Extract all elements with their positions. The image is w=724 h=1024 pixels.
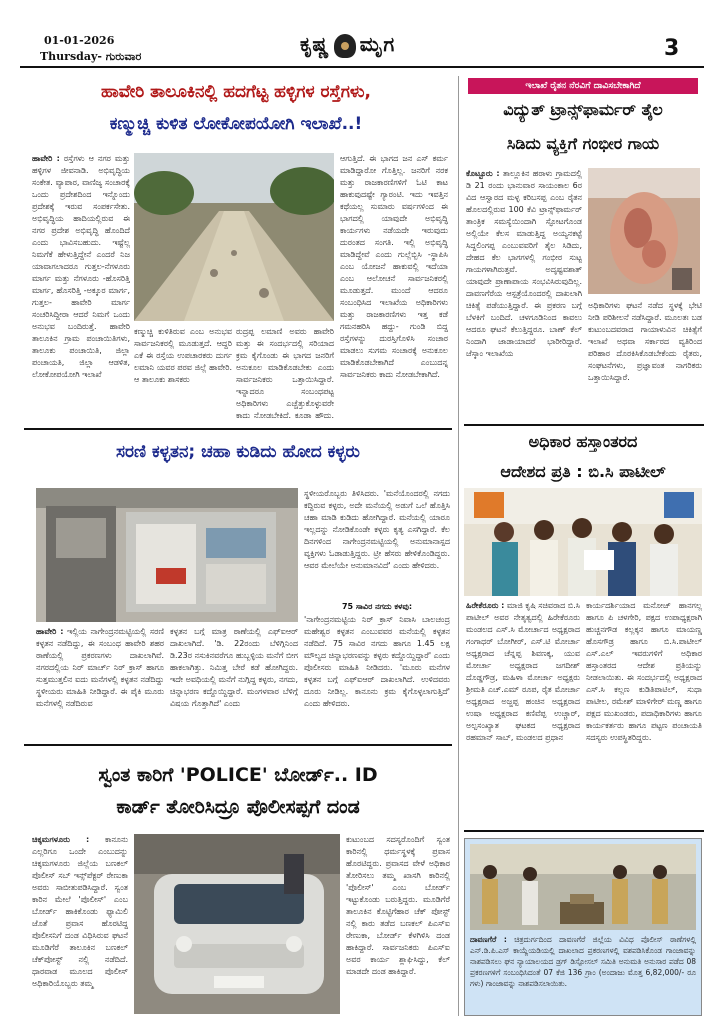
story6-caption: ದಾವಣಗೆರೆ : ಚಿತ್ರದುರ್ಗದಿಂದ ದಾವಣಗೆರೆ ಜಿಲ್ಲೆಯ ವಿವಿಧ ಪೊಲೀಸ್ ಠಾಣೆಗಳಲ್ಲಿ ಎನ್.ಡಿ.ಪಿ.ಎಸ್ ಕಾಯ್ದೆಯಡಿಯಲ್ಲಿ ದಾಖಲಾದ ಪ್ರಕರಣಗಳಲ್ಲಿ ವಶಪಡಿಸಿಕೊಂಡ ಗಾಂಜಾವನ್ನು ನಾಶಪಡಿಸಲು ಘನ ನ್ಯಾಯಾಲಯದ ಡ್ರಗ್ ಡಿಸ್ಪೋಸಲ್ ಸಮಿತಿ ಅನುಮತಿ ಅನುಸಾರ ಪಡೆದ 08 ಪ್ರಕರಣಗಳಿಗೆ ಸಂಬಂಧಿಸಿದಂತೆ 07 ಕೆಜಿ 136 ಗ್ರಾಂ (ಅಂದಾಜು ಮೊತ್ತ 6,82,000/- ರೂ ಗಳು) ಗಾಂಜಾವನ್ನು ನಾಶಪಡಿಸಲಾಯಿತು. xyxy=(470,935,696,988)
story3-dateline: ಚಿಕ್ಕಮಗಳೂರು : xyxy=(32,835,90,844)
story4-column-2: ಅಧಿಕಾರಿಗಳು ಘಟನೆ ನಡೆದ ಸ್ಥಳಕ್ಕೆ ಭೇಟಿ ನೀಡಿ ಪರಿಶೀಲನೆ ನಡೆಸಿದ್ದಾರೆ. ಮೂಲತಃ ಬಡ ಕುಟುಂಬದವರಾದ ಗಾಯಾಳುವಿನ ಚಿಕಿತ್ಸೆಗೆ ಇಲಾಖೆ ಅಥವಾ ಸರ್ಕಾರದ ವ್ಯತಿರಿಂದ ಪರಿಹಾರ ದೊರಕಿಸಿಕೊಡಬೇಕೆಂದು ರೈತರು, ಸಂಘಟನೆಗಳು, ಪ್ರಜ್ಞಾವಂತ ನಾಗರಿಕರು ಒತ್ತಾಯಿಸಿದ್ದಾರೆ. xyxy=(588,301,702,382)
story1-headline-line1: ಹಾವೇರಿ ತಾಲೂಕಿನಲ್ಲಿ ಹದಗೆಟ್ಟ ಹಳ್ಳಿಗಳ ರಸ್ತೆಗಳು, xyxy=(100,82,371,102)
story2-dateline: ಹಾವೇರಿ : xyxy=(36,627,64,636)
story3-headline-line1: ಸ್ವಂತ ಕಾರಿಗೆ 'POLICE' ಬೋರ್ಡ್.. ID xyxy=(98,764,378,786)
story2-photo-cupboard xyxy=(36,488,298,622)
story4-kicker: ಇಲಾಖೆ ರೈತನ ನೆರವಿಗೆ ದಾವಿಸಬೇಕಾಗಿದೆ xyxy=(468,78,698,94)
story4-rule xyxy=(464,424,704,426)
story1-headline-line2: ಕಣ್ಮುಚ್ಚಿ ಕುಳಿತ ಲೋಕೋಪಯೋಗಿ ಇಲಾಖೆ..! xyxy=(109,114,363,134)
story2-rule xyxy=(24,744,452,746)
story2-headline: ಸರಣಿ ಕಳ್ಳತನ; ಚಹಾ ಕುಡಿದು ಹೋದ ಕಳ್ಳರು xyxy=(116,442,360,462)
header-rule xyxy=(20,66,704,68)
issue-date: 01-01-2026 xyxy=(44,34,115,47)
story4-headline-line2: ಸಿಡಿದು ವ್ಯಕ್ತಿಗೆ ಗಂಭೀರ ಗಾಯ xyxy=(506,134,660,153)
story1-column-2: ಕಣ್ಮುಚ್ಚಿ ಕುಳಿತಿರುವ ಎಂಬ ಅನುಭವ ಸಾರ್ವಜನಿಕರಲ್ಲಿ ಮೂಡುತ್ತದೆ. ಆದ್ದರಿ ಎಕೆ ಈ ರಸ್ತೆಯ ಉಪಚಾರಕರು ದುರ್ಗ ಲಮಾನಿ ಯವರ ಪರವ ಜಿಲ್ಲೆ ಹಾವೇರಿ. ಆ ತಾಲೂಕು ಶಾಸಕರು xyxy=(134,327,232,384)
story3-headline-line2: ಕಾರ್ಡ್ ತೋರಿಸಿದ್ರೂ ಪೊಲೀಸಪ್ಪಗೆ ದಂಡ xyxy=(116,796,360,818)
story1-column-4: ಆಗುತ್ತಿದೆ. ಈ ಭಾಗದ ಜನ ಎಸ್ ಕರ್ಮ ಮಾಡಿದ್ದಾರೋ ಗೊತ್ತಿಲ್ಲ. ಜನರಿಗೆ ನರಕ ಮತ್ತು ರಾಜಕಾರಣಿಗಳಿಗೆ ಓಟಿ ಕಾಟ ಹಾಕುವುದಷ್ಟೇ ಗ್ಯಾರಂಟಿ. ಇದು ಇವತ್ತಿನ ಕಥೆಯಲ್ಲ ಸುಮಾರು ವರ್ಷಗಳಿಂದ ಈ ಭಾಗದಲ್ಲಿ ಯಾವುದೇ ಅಭಿವೃದ್ಧಿ ಕಾರ್ಯಗಳು ನಡೆಯದೇ ಇರುವುದು ದುರಂತದ ಸಂಗತಿ. ಇಲ್ಲಿ ಅಭಿವೃದ್ಧಿ ಮಾಡಿದ್ದೇವೆ ಎಂದು ಗುಲ್ಲೆಬ್ಬಿಸಿ -ಸ್ಥಾಪಿಸಿ ಎಂಬ ಯೋಜನೆ ಹಾಕುವಲ್ಲಿ ಇದೆಯಾ ಎಂಬ ಆಲೋಚನೆ ಸಾರ್ವಜನಿಕರಲ್ಲಿ ಮೂಡುತ್ತದೆ. ಮುಂದೆ ಆದರೂ ಸಂಬಂಧಿಸಿದ ಇಲಾಖೆಯ ಅಧಿಕಾರಿಗಳು ಮತ್ತು ರಾಜಕಾರಣಿಗಳು ಇತ್ತ ಕಡೆ ಗಮನಹರಿಸಿ ಹದ್ದು- ಗುಂಡಿ ಬಿದ್ದ ರಸ್ತೆಗಳನ್ನು ದುರಸ್ತಿಗೊಳಿಸಿ ಸಂಚಾರ ಮಾಡಲು ಸುಗಮ ಸಂಚಾರಕ್ಕೆ ಅನುಕೂಲ ಮಾಡಿಕೊಡಬೇಕಾಗಿದೆ ಎಂಬುದನ್ನ ಸಾರ್ವಜನಿಕರು ಕಾದು ನೋಡಬೇಕಾಗಿದೆ. xyxy=(340,154,448,379)
masthead-left: ಕೃಷ್ಣ xyxy=(300,32,330,56)
story1-column-3: ರುದ್ರಪ್ಪ ಲಮಾಣಿ ಅವರು ಹಾವೇರಿ ಮತ್ತು ಈ ಸಂದರ್ಭದಲ್ಲಿ ಸರಿಯಾದ ಕ್ರಮ ಕೈಗೊಂಡು ಈ ಭಾಗದ ಜನರಿಗೆ ಅನುಕೂಲ ಮಾಡಿಕೊಡಬೇಕು ಎಂದು ಸಾರ್ವಜನಿಕರು ಒತ್ತಾಯಿಸಿದ್ದಾರೆ. ಇನ್ನಾದರೂ ಸಂಬಂಧಪಟ್ಟ ಅಧಿಕಾರಿಗಳು ಎಚ್ಚೆತ್ತುಕೊಳ್ಳುವರೇ ಕಾದು ನೋಡಬೇಕಿದೆ. ಕೂಡಾ ಹೌದು. xyxy=(236,327,334,420)
story4-column-1: ಕೊಟ್ಟೂರು : ತಾಲ್ಲೂಕಿನ ಹರಾಳು ಗ್ರಾಮದಲ್ಲಿ ಡಿ 21 ರಂದು ಭಾನುವಾರ ಸಾಯಂಕಾಲ 6ರ ವಿದ ಆಸ್ವಾರದ ಮಳ್ಳ ಕರಿಬಸಪ್ಪ ಎಂಬ ರೈತನ ಹೊಲದಲ್ಲಿರುವ 100 ಕೆವಿ ಟ್ರಾನ್ಸ್‌ಫಾರ್ಮರ್ ತಾಂತ್ರಿಕ ಸಮಸ್ಯೆಯಿಂದಾಗಿ ಸ್ಫೋಟಗೊಂಡ ಅಲ್ಲಿಯೇ ಕೆಲಸ ಮಾಡುತ್ತಿದ್ದ ಅಯ್ಯನಕಟ್ಟೆ ಸಿದ್ದಲಿಂಗಪ್ಪ ಎಂಬುವವರಿಗೆ ತೈಲ ಸಿಡಿದು, ದೇಹದ ಕೆಲ ಭಾಗಗಳಲ್ಲಿ ಗಂಭೀರ ಸುಟ್ಟ ಗಾಯಗಳಾಗಿರುತ್ತವೆ. ಅದೃಷ್ಟವಶಾತ್ ಯಾವುದೇ ಪ್ರಾಣಾಪಾಯ ಸಂಭವಿಸಿರುವುದಿಲ್ಲ. ದಾವಣಗೆರೆಯ ಆಸ್ಪತ್ರೆಯೊಂದರಲ್ಲಿ ದಾಖಲಾಗಿ ಚಿಕಿತ್ಸೆ ಪಡೆಯುತ್ತಿದ್ದಾರೆ. ಈ ಪ್ರಕರಣ ಬಗ್ಗೆ ಬೆಳಕಿಗೆ ಬಂದಿದೆ. ಚಳಗೂಡಿನಿಂದ ಕಾವಲು ಆದರೂ ಘಟನೆ ಕೆಲುತ್ತಿದ್ದರೂ. ಬಾಣ್ ಕೆಲ್ ನಿಂದಾಗಿ ಜಾಡಾಯಾದರೆ ಭಾರೀರಿದ್ದಾರೆ. ಜೆಸ್ಕಾಂ ಇಲಾಖೆಯ xyxy=(466,169,582,358)
story5-column-1: ಹಿರೇಕೆರೂರು : ಮಾಜಿ ಕೃಷಿ ಸಚಿವರಾದ ಬಿ.ಸಿ ಪಾಟೀಲ್ ಅವರ ನೇತೃತ್ವದಲ್ಲಿ ಹಿರೇಕೆರೂರು ಮಂಡಲದ ಎಸ್.ಸಿ ಮೋರ್ಚಾದ ಅಧ್ಯಕ್ಷರಾದ ಗಂಗಾಧರ್ ಬೋಗೀರ್, ಎಸ್.ಟಿ ಮೋರ್ಚಾ ಅಧ್ಯಕ್ಷರಾದ ಚೆನ್ನಪ್ಪ ಶಿವಣಕ್ಕ, ಯುವ ಮೋರ್ಚಾ ಅಧ್ಯಕ್ಷರಾದ ಜಗದೀಶ್ ದೊಡ್ಡಗೌಡ್ರ, ಮಹಿಳಾ ಮೋರ್ಚಾ ಅಧ್ಯಕ್ಷರು ಶ್ರೀಮತಿ ಎಚ್.ಎಮ್ ರೂಪ, ರೈತ ಮೋರ್ಚಾ ಅಧ್ಯಕ್ಷರಾದ ಅಜ್ಜಪ್ಪ ಹಂಚಿನ ಅಧ್ಯಕ್ಷರಾದ ಉಷಾ ಅಧ್ಯಕ್ಷರಾದ ಕಣಿವೆಪ್ಪ ಉಚ್ಚಾರ್, ಅಲ್ಪಸಂಖ್ಯಾತ ಘಟಕದ ಅಧ್ಯಕ್ಷರಾದ ರಹಮಾನ್ ಸಾಬ್, ಮಂಡಲದ ಪ್ರಧಾನ xyxy=(466,601,580,742)
story3-column-2: ಕುಟುಂಬದ ಸದಸ್ಯರೊಂದಿಗೆ ಸ್ವಂತ ಕಾರಿನಲ್ಲಿ ಧರ್ಮಸ್ಥಳಕ್ಕೆ ಪ್ರವಾಸ ಹೊರಟಿದ್ದರು. ಪ್ರವಾಸದ ವೇಳೆ ಅಧಿಕಾರ ತೋರಿಸಲು ತಮ್ಮ ಖಾಸಗಿ ಕಾರಿನಲ್ಲಿ 'ಪೊಲೀಸ್' ಎಂಬ ಬೋರ್ಡ್ ಇಟ್ಟುಕೊಂಡು ಬರುತ್ತಿದ್ದರು. ಮೂಡಿಗೆರೆ ತಾಲೂಕಿನ ಕೊಟ್ಟಿಗೆಹಾರ ಚೆಕ್ ಪೋಸ್ಟ್ ನಲ್ಲಿ ಕಾರು ತಡೆದ ಬಣಕಲ್ ಪಿಎಸ್ಐ ರೇಣುಕಾ, ಬೋರ್ಡ್ ಕೆಳಗಿಳಿಸಿ ದಂಡ ಹಾಕಿದ್ದಾರೆ. ಸಾರ್ವಜನಿಕರು ಪಿಎಸ್ಐ ಅವರ ಕಾರ್ಯ ಶ್ಲಾಘಿಸಿದ್ದು, ಕೆಲ್ ಮಾಡದೇ ದಂಡ ಹಾಕಿದ್ದಾರೆ. xyxy=(346,835,450,976)
story5-photo-group xyxy=(464,488,702,596)
story2-column-3: ಸ್ಥಳೀಯರೊಬ್ಬರು ತಿಳಿಸಿದರು. 'ಮನೆಯೊಂದರಲ್ಲಿ ನಗದು ಕದ್ದಿರುವ ಕಳ್ಳರು, ಅದೇ ಮನೆಯಲ್ಲಿ ಅಡುಗೆ ಒಲೆ ಹೊತ್ತಿಸಿ ಚಹಾ ಮಾಡಿ ಕುಡಿದು ಹೋಗಿದ್ದಾರೆ. ಮನೆಯಲ್ಲಿ ಯಾರೂ ಇಲ್ಲದನ್ನು ನೋಡಿಕೊಂಡೇ ಕಳ್ಳರು ಕೃತ್ಯ ಎಸಗಿದ್ದಾರೆ. ಕೆಲ ದಿನಗಳಿಂದ ನಾಗೇಂದ್ರನಮಟ್ಟಿಯಲ್ಲಿ ಅನುಮಾನಾಸ್ಪದ ವ್ಯಕ್ತಿಗಳು ಓಡಾಡುತ್ತಿದ್ದರು. ಟ್ರೀ ಹೆಸರು ಹೇಳಿಕೊಂಡಿದ್ದರು. ಆವರ ಮೇಲೆಯೇ ಅನುಮಾನವಿದೆ' ಎಂದು ಹೇಳಿದರು. xyxy=(304,489,450,570)
story6-dateline: ದಾವಣಗೆರೆ : xyxy=(470,935,507,944)
story5-dateline: ಹಿರೇಕೆರೂರು : xyxy=(466,601,505,610)
story4-photo-burn xyxy=(588,168,700,294)
story1-dateline: ಹಾವೇರಿ : xyxy=(32,154,60,163)
story5-rule xyxy=(464,830,704,832)
story1-column-1: ಹಾವೇರಿ : ರಸ್ತೆಗಳು ಆ ನಗರ ಮತ್ತು ಹಳ್ಳಿಗಳ ಜೀವನಾಡಿ. ಅಭಿವೃದ್ಧಿಯ ಸಂಕೇತ. ವ್ಯಾಪಾರ, ವಾಣಿಜ್ಯ ಸಂಚಾರಕ್ಕೆ ಒಂದು ಪ್ರದೇಶದಿಂದ ಇನ್ನೊಂದು ಪ್ರದೇಶಕ್ಕೆ ಇರುವ ಸಂಪರ್ಕಸೇತು. ಅಭಿವೃದ್ಧಿಯ ಹಾದಿಯಲ್ಲಿರುವ ಈ ನಗರ ಪ್ರದೇಶ ಅಭಿವೃದ್ಧಿ ಹೊಂದಿದೆ ಎಂದು ಭಾವಿಸಬಹುದು. ಇಷ್ಟೆಲ್ಲ ನಿಮಗೆಕೆ ಹೇಳುತ್ತಿದ್ದೇನೆ ಎಂದರೆ ನಿಜ ಯಾವಾಗಲಾದರೂ ಗುತ್ತಲ-ನೆಗಳೂರು ಮಾರ್ಗ ಮತ್ತು ನೆಗಳೂರು -ಹೊಸರಿತ್ತಿ ಮಾರ್ಗ, ಹೊಸರಿತ್ತಿ -ಅಕ್ಕೂರ ಮಾರ್ಗ, ಗುತ್ತಲ- ಹಾವೇರಿ ಮಾರ್ಗ ಸಂಚರಿಸಿದ್ದೀರಾ ಆದರೆ ನಿಮಗೆ ಒಂದು ಅನುಭವ ಬಂದಿರುತ್ತೆ. ಹಾವೇರಿ ತಾಲೂಕಿನ ಗ್ರಾಮ ಪಂಚಾಯಿತಿಗಳು, ತಾಲೂಕು ಪಂಚಾಯಿತಿ, ಜಿಲ್ಲಾ ಪಂಚಾಯತಿ, ಜಿಲ್ಲಾ ಆಡಳಿತ, ಲೋಕೋಪಯೋಗಿ ಇಲಾಖೆ xyxy=(32,154,130,379)
story2-column-1: ಹಾವೇರಿ : ಇಲ್ಲಿಯ ನಾಗೇಂದ್ರನಮಟ್ಟಿಯಲ್ಲಿ ಸರಣಿ ಕಳ್ಳತನ ನಡೆದಿದ್ದು, ಈ ಸಂಬಂಧ ಹಾವೇರಿ ಶಹರ ಠಾಣೆಯಲ್ಲಿ ಪ್ರಕರಣಗಳು ದಾಖಲಾಗಿವೆ. ನಗರದಲ್ಲಿಯ ನಿರ್ ಮಾರ್ಚ್ ನಿರ್ ಕ್ರಾಸ್ ಹಾಗೂ ಸುತ್ತಮುತ್ತಲಿನ ಐದು ಮನೆಗಳಲ್ಲಿ ಕಳ್ಳತನ ನಡೆದಿದ್ದು ಸ್ಥಳೀಯರು ಮಾಹಿತಿ ನೀಡಿದ್ದಾರೆ. ಈ ಪೈಕಿ ಮೂರು ಮನೆಗಳಲ್ಲಿ ನಡೆದಿರುವ xyxy=(36,627,164,708)
story2-column-4: 'ನಾಗೇಂದ್ರನಮಟ್ಟಿಯ ನಿರ್ ಕ್ರಾಸ್ ನಿವಾಸಿ ಬಾಲಚಂದ್ರ ಮಹೇಶ್ವರ ಕಳ್ಳತನ ಎಂಬುವವರ ಮನೆಯಲ್ಲಿ ಕಳ್ಳತನ ನಡೆದಿದೆ. 75 ಸಾವಿರ ನಗದು ಹಾಗೂ 1.45 ಲಕ್ಷ ಮೌಲ್ಯದ ಚಿನ್ನಾಭರಣವನ್ನು ಕಳ್ಳರು ಕದ್ದೊಯ್ದಿದ್ದಾರೆ' ಎಂದು ಪೊಲೀಸರು ಮಾಹಿತಿ ನೀಡಿದರು. 'ಮೂರು ಮನೆಗಳ ಕಳ್ಳತನ ಬಗ್ಗೆ ಎಫ್ಐಆರ್ ದಾಖಲಾಗಿದೆ. ಉಳಿದವರು ದೂರು ನೀಡಿಲ್ಲ. ಕಾನೂನು ಕ್ರಮ ಕೈಗೊಳ್ಳಲಾಗುತ್ತಿದೆ' ಎಂದು ಹೇಳಿದರು. xyxy=(304,615,450,708)
masthead-right: ಮೃಗ xyxy=(359,32,396,56)
story2-subhead: 75 ಸಾವಿರ ನಗದು ಕಳವು: xyxy=(341,602,413,611)
column-divider xyxy=(458,76,459,1016)
story4-dateline: ಕೊಟ್ಟೂರು : xyxy=(466,169,500,178)
story5-column-2: ಕಾರ್ಯದರ್ಶಿಯಾದ ಮನೋಜ್ ಹಾನಗಲ್ಲ ಹಾಗೂ ಪಿ ಚಳಗೇರಿ, ಪಕ್ಷದ ಉಪಾಧ್ಯಕ್ಷರಾಗಿ ಹುಚ್ಚನಗೌಡ ಕಲ್ಲಕ್ಕನ ಹಾಗೂ ಮಾಯಣ್ಣ ಹೊಸಗೌಡ್ರ ಹಾಗೂ ಬಿ.ಸಿ.ಪಾಟೀಲ್ ಎಸ್.ಎಲ್ ಇವರುಗಳಿಗೆ ಅಧಿಕಾರ ಹಸ್ತಾಂತರದ ಆದೇಶ ಪ್ರತಿಯನ್ನು ನೀಡಲಾಯಿತು. ಈ ಸಂದರ್ಭದಲ್ಲಿ ಅಧ್ಯಕ್ಷರಾದ ಎಸ್.ಸಿ ಕಲ್ಲಣ ಕುಡಿತಿಪಾಟಿಲ್, ಸುಧಾ ಪಾಟೀಲ, ರಮೇಶ್ ಮಾಳಿಗೇರ್ ಮಣ್ಣ ಹಾಗೂ ಪಕ್ಷದ ಮುಖಂಡರು, ಪದಾಧಿಕಾರಿಗಳು ಹಾಗೂ ಕಾರ್ಯಕರ್ತರು ಹಾಗೂ ಪಟ್ಟಣ ಪಂಚಾಯತಿ ಸದಸ್ಯರು ಉಪಸ್ಥಿತರಿದ್ದರು. xyxy=(586,601,702,742)
page-number: 3 xyxy=(664,36,680,61)
story3-column-1: ಚಿಕ್ಕಮಗಳೂರು : ಕಾನೂನು ಎಲ್ಲರಿಗೂ ಒಂದೇ ಎಂಬುದನ್ನು ಚಿಕ್ಕಮಗಳೂರು ಜಿಲ್ಲೆಯ ಬಣಕಲ್ ಪೊಲೀಸ್ ಸಬ್ ಇನ್ಸ್‌ಪೆಕ್ಟರ್ ರೇಣುಕಾ ಅವರು ಸಾಬೀತುಪಡಿಸಿದ್ದಾರೆ. ಸ್ವಂತ ಕಾರಿನ ಮೇಲೆ 'ಪೊಲೀಸ್' ಎಂಬ ಬೋರ್ಡ್ ಹಾಕಿಕೊಂಡು ಫ್ಯಾಮಿಲಿ ಜೊತೆ ಪ್ರವಾಸ ಹೊರಟಿದ್ದ ಪೊಲೀಸನಿಗೆ ದಂಡ ವಿಧಿಸಿರುವ ಘಟನೆ ಮೂಡಿಗೆರೆ ತಾಲೂಕಿನ ಬಣಕಲ್ ಚೆಕ್‌ಪೋಸ್ಟ್ ನಲ್ಲಿ ನಡೆದಿದೆ. ಧಾರವಾಡ ಮೂಲದ ಪೊಲೀಸ್ ಅಧಿಕಾರಿಯೊಬ್ಬರು ತಮ್ಮ xyxy=(32,835,128,988)
story6-photo-police xyxy=(470,844,696,930)
story5-headline-line1: ಅಧಿಕಾರ ಹಸ್ತಾಂತರದ xyxy=(528,432,638,451)
issue-day: Thursday- ಗುರುವಾರ xyxy=(40,50,142,63)
story4-headline-line1: ವಿದ್ಯುತ್ ಟ್ರಾನ್ಸ್‌ಫಾರ್ಮರ್ ತೈಲ xyxy=(503,100,663,119)
deer-logo-icon xyxy=(334,34,356,58)
story3-photo-car xyxy=(134,834,340,1014)
masthead xyxy=(300,32,395,58)
story5-headline-line2: ಆದೇಶದ ಪ್ರತಿ : ಬಿ.ಸಿ ಪಾಟೀಲ್ xyxy=(500,462,666,481)
story2-column-2: ಕಳ್ಳತನ ಬಗ್ಗೆ ಮಾತ್ರ ಠಾಣೆಯಲ್ಲಿ ಎಫ್ಐಆರ್ ದಾಖಲಾಗಿದೆ. 'ಡಿ. 22ರಂದು ಬೆಳಿಗ್ಗಿನಿಂದ ಡಿ.23ರ ನಸುಕಿನವರೆಗೂ ಹುಬ್ಬಳ್ಳಿಯ ಮನೆಗೆ ಬೀಗ ಹಾಕಲಾಗಿತ್ತು. ನಿಮಿತ್ತ ಬೇರೆ ಕಡೆ ಹೋಗಿದ್ದರು. ಇದೇ ಅವಧಿಯಲ್ಲಿ ಮನೆಗೆ ನುಗ್ಗಿದ್ದ ಕಳ್ಳರು, ನಗದು, ಚಿನ್ನಾಭರಣ ಕದ್ದೊಯ್ದಿದ್ದಾರೆ. ಮಂಗಳವಾರ ಬೆಳಿಗ್ಗೆ ವಿಷಯ ಗೊತ್ತಾಗಿದೆ' ಎಂದು xyxy=(170,627,298,708)
story1-rule xyxy=(24,428,452,430)
story1-photo-road xyxy=(134,153,334,321)
